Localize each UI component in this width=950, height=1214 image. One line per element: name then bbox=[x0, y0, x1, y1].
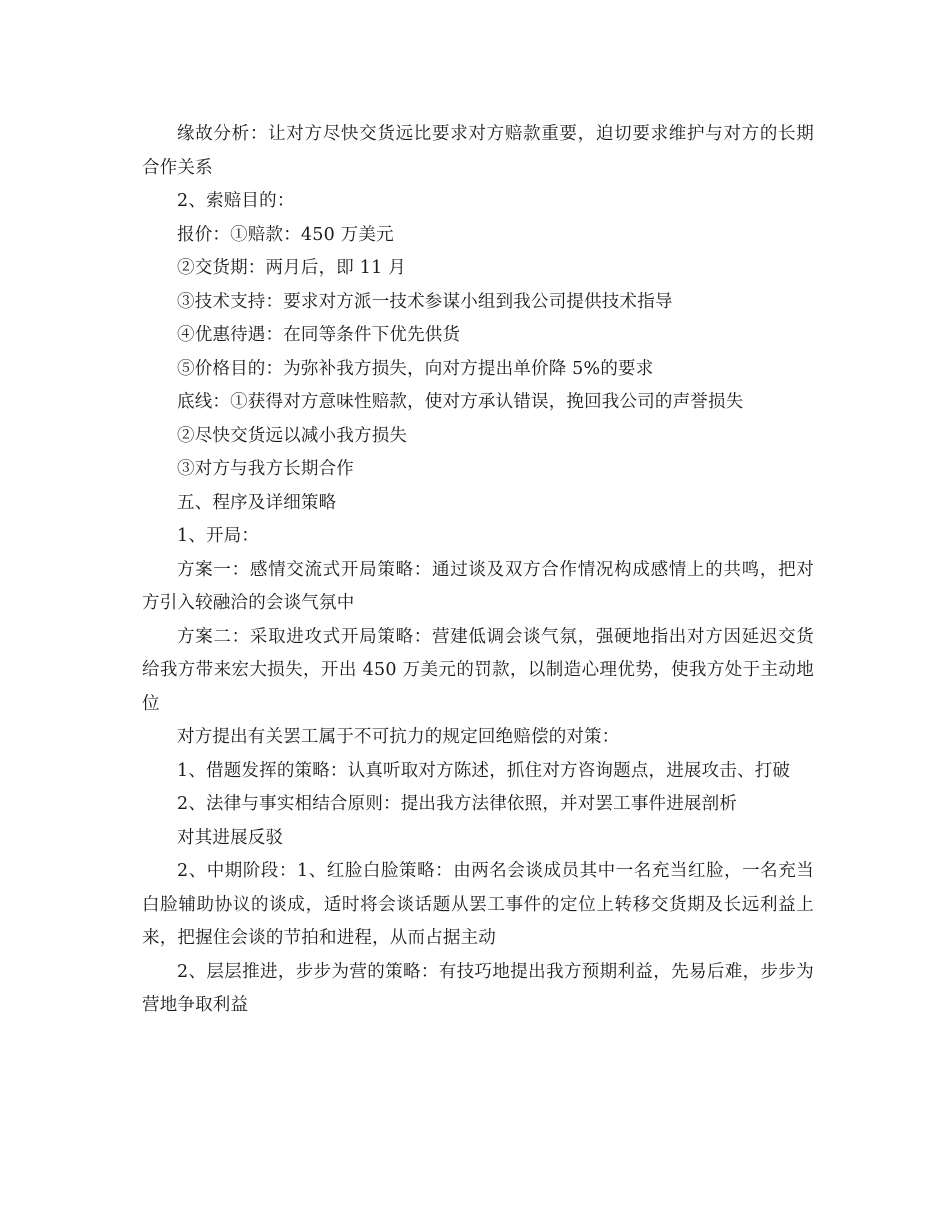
paragraph-rebuttal: 对其进展反驳 bbox=[177, 827, 284, 848]
paragraph-quote-compensation: 报价：①赔款：450 万美元 bbox=[177, 224, 394, 245]
paragraph-reduce-loss: ②尽快交货远以减小我方损失 bbox=[177, 425, 408, 446]
paragraph-reason-analysis: 缘故分析：让对方尽快交货远比要求对方赔款重要，迫切要求维护与对方的长期合作关系 bbox=[142, 124, 814, 178]
paragraph-law-and-fact: 2、法律与事实相结合原则：提出我方法律依照，并对罢工事件进展剖析 bbox=[177, 794, 738, 814]
paragraph-mid-stage: 2、中期阶段：1、红脸白脸策略：由两名会谈成员其中一名充当红脸，一名充当白脸辅助协议的谈成，适时将会谈话题从罢工事件的定位上转移交货期及长远利益上来，把握住会谈的节拍和进程，从而占据主动 bbox=[142, 861, 814, 948]
paragraph-delivery-period: ②交货期：两月后，即 11 月 bbox=[177, 258, 406, 278]
paragraph-plan-two: 方案二：采取进攻式开局策略：营建低调会谈气氛，强硬地指出对方因延迟交货给我方带来宏大损失，开出 450 万美元的罚款，以制造心理优势，使我方处于主动地位 bbox=[142, 626, 814, 714]
paragraph-long-term-cooperation: ③对方与我方长期合作 bbox=[177, 459, 354, 479]
paragraph-step-by-step: 2、层层推进，步步为营的策略：有技巧地提出我方预期利益，先易后难，步步为营地争取利益 bbox=[142, 961, 814, 1015]
paragraph-bottom-line: 底线：①获得对方意味性赔款，使对方承认错误，挽回我公司的声誉损失 bbox=[177, 392, 744, 412]
paragraph-technical-support: ③技术支持：要求对方派一技术参谋小组到我公司提供技术指导 bbox=[177, 291, 673, 312]
document-body bbox=[142, 118, 814, 1023]
paragraph-opening-heading: 1、开局： bbox=[177, 526, 260, 546]
paragraph-strike-countermeasure: 对方提出有关罢工属于不可抗力的规定回绝赔偿的对策： bbox=[177, 727, 620, 747]
paragraph-price-goal: ⑤价格目的：为弥补我方损失，向对方提出单价降 5%的要求 bbox=[177, 358, 654, 379]
paragraph-plan-one: 方案一：感情交流式开局策略：通过谈及双方合作情况构成感情上的共鸣，把对方引入较融洽的会谈气氛中 bbox=[142, 559, 814, 613]
paragraph-preferential-treatment: ④优惠待遇：在同等条件下优先供货 bbox=[177, 325, 461, 345]
paragraph-claim-goal-heading: 2、索赔目的： bbox=[177, 191, 295, 211]
section-heading-procedure: 五、程序及详细策略 bbox=[177, 492, 337, 513]
paragraph-leverage-strategy: 1、借题发挥的策略：认真听取对方陈述，抓住对方咨询题点，进展攻击、打破 bbox=[177, 760, 791, 781]
